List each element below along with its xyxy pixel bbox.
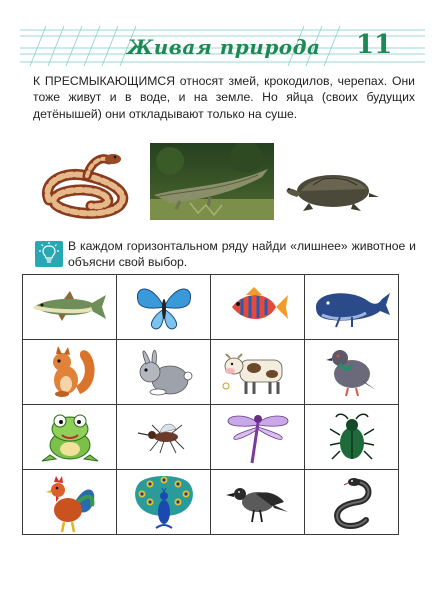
grid-cell — [23, 405, 117, 470]
grid-row-1 — [23, 275, 399, 340]
grid-cell — [305, 470, 399, 535]
crocodile-photo — [150, 143, 274, 225]
task-text: В каждом горизонтальном ряду найди «лишнее» животное и объясни свой выбор. — [68, 239, 416, 269]
grid-cell — [211, 340, 305, 405]
peacock-icon — [128, 472, 200, 532]
grid-cell — [23, 340, 117, 405]
beetle-icon — [328, 409, 376, 465]
grid-cell — [305, 340, 399, 405]
squirrel-icon — [40, 342, 100, 402]
cow-icon — [220, 346, 296, 398]
chapter-title: Живая природа — [127, 35, 321, 59]
grid-cell — [117, 275, 211, 340]
page-header — [0, 0, 445, 68]
snake-photo — [35, 142, 143, 225]
grid-cell — [305, 405, 399, 470]
grid-cell — [117, 470, 211, 535]
rooster-icon — [42, 470, 98, 534]
grid-row-3 — [23, 405, 399, 470]
animal-grid — [22, 274, 399, 535]
grid-cell — [305, 275, 399, 340]
mosquito-icon — [136, 417, 192, 457]
grid-cell — [117, 405, 211, 470]
frog-icon — [38, 409, 102, 465]
page-number: 11 — [356, 30, 393, 60]
whale-icon — [312, 285, 392, 329]
pigeon-icon — [322, 344, 382, 400]
rabbit-icon — [132, 344, 196, 400]
grid-cell — [211, 470, 305, 535]
grid-cell — [211, 275, 305, 340]
grid-row-4 — [23, 470, 399, 535]
butterfly-icon — [132, 281, 196, 333]
fish-icon — [224, 285, 292, 329]
grid-cell — [23, 470, 117, 535]
lightbulb-icon — [35, 241, 63, 267]
dragonfly-icon — [222, 409, 294, 465]
intro-paragraph: К ПРЕСМЫКАЮЩИМСЯ относят змей, крокодилов, черепах. Они тоже живут и в воде, и на земле. Но яйца (своих будущих детёнышей) они откладывают только на суше. — [33, 74, 415, 121]
grid-row-2 — [23, 340, 399, 405]
pike-icon — [28, 287, 112, 327]
grid-cell — [211, 405, 305, 470]
crow-icon — [226, 476, 290, 528]
turtle-photo — [283, 163, 383, 220]
snake-icon — [328, 474, 376, 530]
grid-cell — [117, 340, 211, 405]
grid-cell — [23, 275, 117, 340]
